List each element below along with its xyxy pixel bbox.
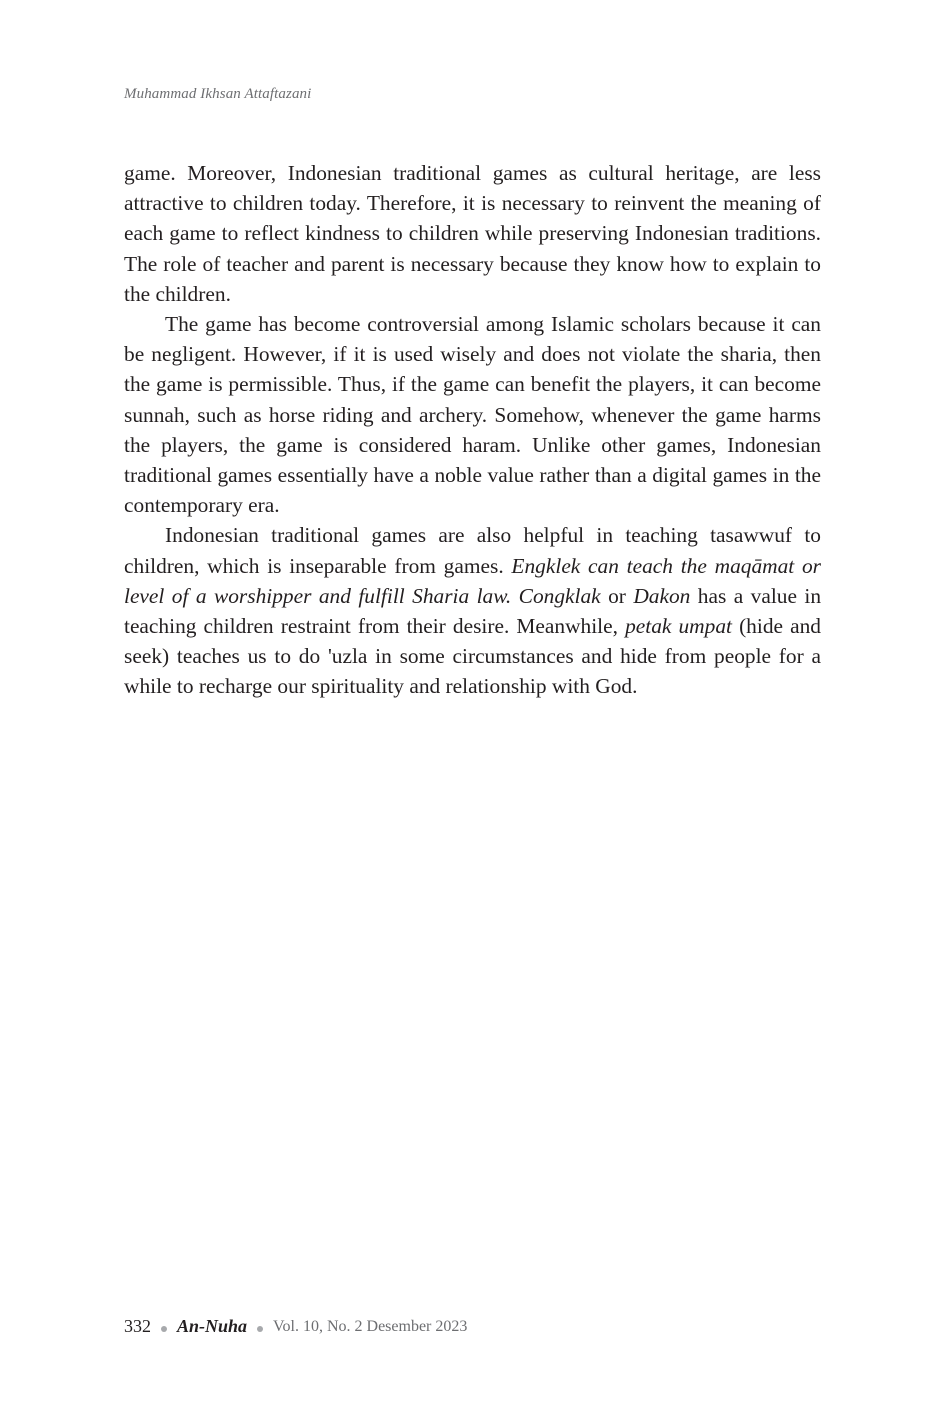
journal-name-logo: An-Nuha — [177, 1316, 248, 1336]
paragraph-3-text-2: or — [600, 583, 634, 608]
article-body — [124, 158, 821, 702]
paragraph-2: The game has become controversial among Islamic scholars because it can be negligent. However, if it is used wisely and does not violate the sharia, then the game is permissible. Thus, if the game can benefit the players, it can become sunnah, such as horse riding and archery. Somehow, whenever the game harms the players, the game is considered haram. Unlike other games, Indonesian traditional games essentially have a noble value rather than a digital games in the contemporary era. — [124, 312, 821, 518]
paragraph-3-italic-dakon: Dakon — [633, 583, 691, 608]
paragraph-3-italic-petak-umpat: petak umpat — [625, 614, 732, 639]
running-head-author: Muhammad Ikhsan Attaftazani — [124, 86, 312, 102]
separator-dot-icon — [257, 1326, 263, 1332]
paragraph-3-italic-engklek-congklak: Engklek can teach the maqāmat or level of a worshipper and fulfill Sharia law. Congklak — [124, 553, 822, 608]
page-number: 332 — [124, 1316, 151, 1336]
separator-dot-icon — [161, 1326, 167, 1332]
paragraph-3 — [124, 520, 821, 701]
journal-issue: Vol. 10, No. 2 Desember 2023 — [273, 1317, 468, 1335]
paragraph-1: game. Moreover, Indonesian traditional games as cultural heritage, are less attractive to children today. Therefore, it is necessary to reinvent the meaning of each game to reflect kindness to children while preserving Indonesian traditions. The role of teacher and parent is necessary because they know how to explain to the children. — [124, 161, 821, 306]
paragraph-3-text-3: has a value in teaching children restraint from their desire. Meanwhile, — [124, 583, 822, 639]
page-footer — [124, 1316, 467, 1337]
paragraph-3-text-1: Indonesian traditional games are also helpful in teaching tasawwuf to children, which is inseparable from games. — [124, 523, 821, 578]
paragraph-3-text-4: (hide and seek) teaches us to do 'uzla in some circumstances and hide from people for a while to recharge our spirituality and relationship with God. — [124, 614, 821, 699]
